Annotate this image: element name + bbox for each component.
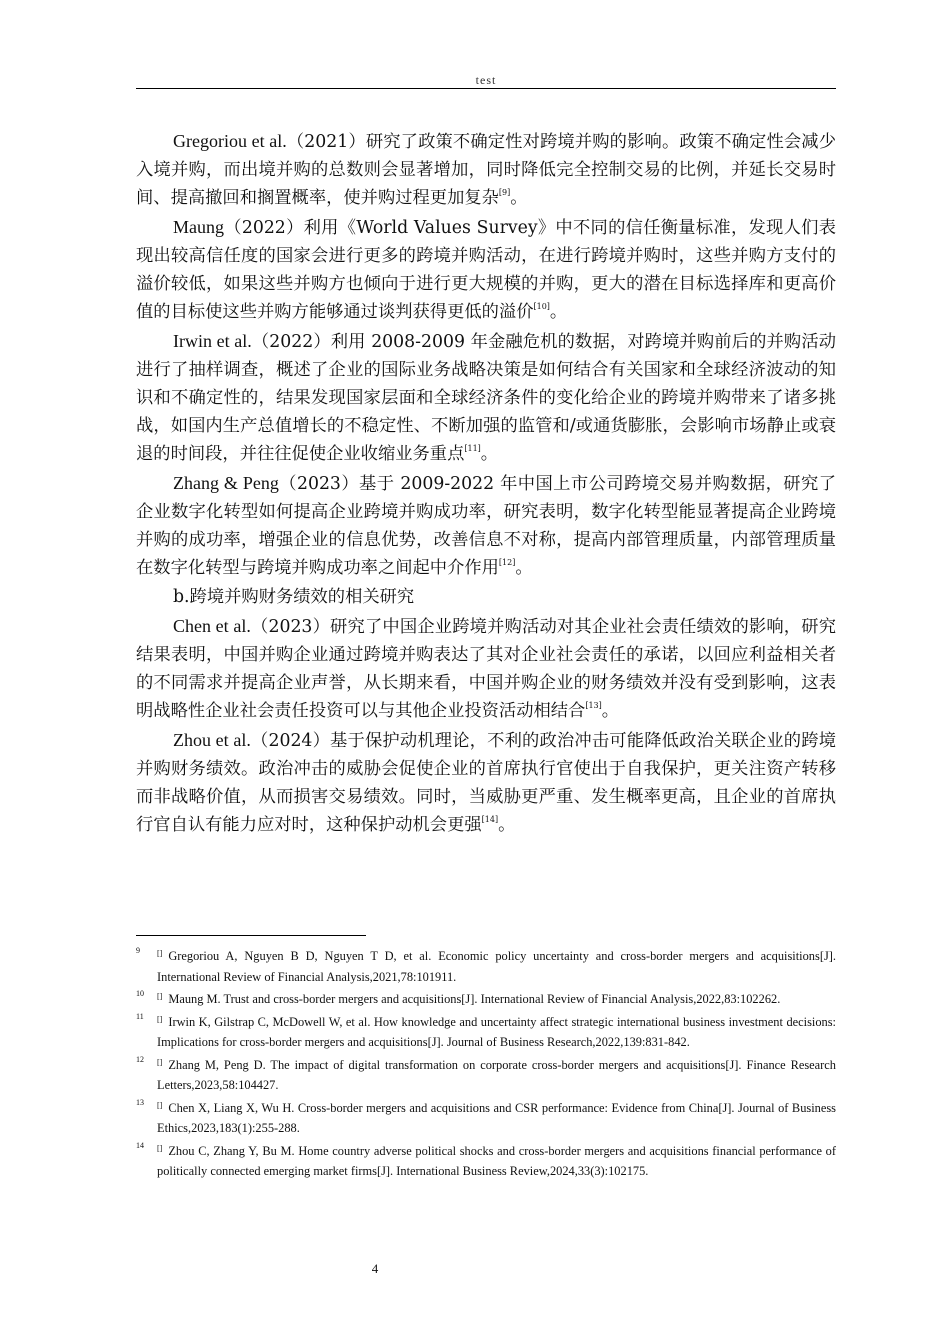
footnote-number: 10 (136, 989, 144, 998)
paragraph-end: 。 (498, 815, 516, 835)
paragraph-text: （2023）研究了中国企业跨境并购活动对其企业社会责任绩效的影响，研究结果表明，中国并购企业通过跨境并购表达了其对企业社会责任的承诺，以回应利益相关者的不同需求并提高企业声誉，从长期来看，中国并购企业的财务绩效并没有受到影响，这表明战略性企业社会责任投资可以与其他企业投资活动相结合 (136, 617, 836, 721)
author-lead: Zhang & Peng (173, 473, 279, 493)
footnotes (136, 944, 836, 1182)
citation-ref[interactable]: [13] (585, 701, 602, 710)
paragraph-end: 。 (515, 558, 533, 578)
paragraph-text: （2022）利用《World Values Survey》中不同的信任衡量标准，发现人们表现出较高信任度的国家会进行更多的跨境并购活动，在进行跨境并购时，这些并购方支付的溢价较低，如果这些并购方也倾向于进行更大规模的并购，更大的潜在目标选择库和更高价值的目标使这些并购方能够通过谈判获得更低的溢价 (136, 218, 836, 322)
footnote-text: Irwin K, Gilstrap C, McDowell W, et al. How knowledge and uncertainty affect strategic international business investment decisions: Implications for cross-border mergers and acquisitions[J]. Journal of Business Research,2022,139:831-842. (157, 1014, 836, 1049)
citation-ref[interactable]: [14] (481, 815, 499, 824)
paragraph-zhou (136, 726, 836, 839)
paragraph-end: 。 (549, 302, 568, 322)
footnote-number: 11 (136, 1011, 144, 1021)
footnote (136, 1010, 836, 1053)
author-lead: Irwin et al. (173, 331, 252, 351)
footnote (136, 1096, 836, 1139)
header-rule (136, 88, 836, 89)
paragraph-end: 。 (480, 444, 499, 464)
running-header: test (475, 73, 497, 87)
citation-ref[interactable]: [9] (498, 188, 511, 197)
author-lead: Zhou et al. (173, 730, 251, 750)
body-text (136, 127, 836, 840)
footnote (136, 1053, 836, 1096)
paragraph-text: （2024）基于保护动机理论，不利的政治冲击可能降低政治关联企业的跨境并购财务绩效。政治冲击的威胁会促使企业的首席执行官使出于自我保护，更关注资产转移而非战略价值，从而损害交易绩效。同时，当威胁更严重、发生概率更高，且企业的首席执行官自认有能力应对时，这种保护动机会更强 (136, 731, 836, 835)
footnote-number: 14 (136, 1140, 144, 1150)
paragraph-text: （2022）利用 2008-2009 年金融危机的数据，对跨境并购前后的并购活动进行了抽样调查，概述了企业的国际业务战略决策是如何结合有关国家和全球经济波动的知识和不确定性的，结果发现国家层面和全球经济条件的变化给企业的跨境并购带来了诸多挑战，如国内生产总值增长的不稳定性、不断加强的监管和/或通货膨胀，会影响市场静止或衰退的时间段，并往往促使企业收缩业务重点 (136, 332, 837, 464)
paragraph-irwin (136, 327, 836, 468)
footnote-separator (136, 935, 366, 936)
paragraph-end: 。 (510, 188, 528, 208)
author-lead: Chen et al. (173, 616, 251, 636)
footnote-text: Zhou C, Zhang Y, Bu M. Home country adverse political shocks and cross-border mergers and acquisitions financial performance of politically connected emerging market firms[J]. International Business Review,2024,33(3):102175. (157, 1143, 836, 1178)
footnote (136, 987, 836, 1010)
footnote-mark: [] (157, 1143, 163, 1153)
section-subheading: b.跨境并购财务绩效的相关研究 (173, 587, 415, 607)
citation-ref[interactable]: [12] (498, 558, 516, 567)
footnote-mark: [] (157, 1014, 163, 1024)
footnote-number: 9 (136, 946, 140, 955)
footnote-mark: [] (157, 992, 163, 1001)
footnote-text: Chen X, Liang X, Wu H. Cross-border mergers and acquisitions and CSR performance: Evidence from China[J]. Journal of Business Ethics,2023,183(1):255-288. (157, 1100, 836, 1135)
paragraph-gregoriou (136, 127, 836, 212)
footnote-number: 12 (136, 1054, 144, 1064)
paragraph-zhang-peng (136, 469, 836, 582)
footnote-mark: [] (157, 1100, 163, 1110)
footnote-mark: [] (157, 1057, 163, 1067)
citation-ref[interactable]: [10] (533, 302, 550, 311)
footnote-text: Gregoriou A, Nguyen B D, Nguyen T D, et al. Economic policy uncertainty and cross-border mergers and acquisitions[J]. International Review of Financial Analysis,2021,78:101911. (157, 949, 836, 984)
footnote-mark: [] (157, 949, 163, 958)
paragraph-maung (136, 213, 836, 326)
author-lead: Gregoriou et al. (173, 131, 287, 151)
paragraph-text: （2023）基于 2009-2022 年中国上市公司跨境交易并购数据，研究了企业数字化转型如何提高企业跨境并购成功率，研究表明，数字化转型能显著提高企业跨境并购的成功率，增强企业的信息优势，改善信息不对称，提高内部管理质量，内部管理质量在数字化转型与跨境并购成功率之间起中介作用 (136, 474, 836, 578)
author-lead: Maung (173, 217, 224, 237)
paragraph-end: 。 (601, 701, 620, 721)
footnote (136, 944, 836, 987)
citation-ref[interactable]: [11] (464, 444, 481, 453)
footnote (136, 1139, 836, 1182)
footnote-text: Zhang M, Peng D. The impact of digital transformation on corporate cross-border mergers and acquisitions[J]. Finance Research Letters,2023,58:104427. (157, 1057, 836, 1092)
footnote-number: 13 (136, 1097, 144, 1107)
page-number: 4 (371, 1261, 379, 1276)
footnote-text: Maung M. Trust and cross-border mergers and acquisitions[J]. International Review of Financial Analysis,2022,83:102262. (168, 992, 781, 1006)
paragraph-chen (136, 612, 836, 725)
paragraph-text: （2021）研究了政策不确定性对跨境并购的影响。政策不确定性会减少入境并购，而出境并购的总数则会显著增加，同时降低完全控制交易的比例，并延长交易时间、提高撤回和搁置概率，使并购过程更加复杂 (136, 132, 836, 208)
